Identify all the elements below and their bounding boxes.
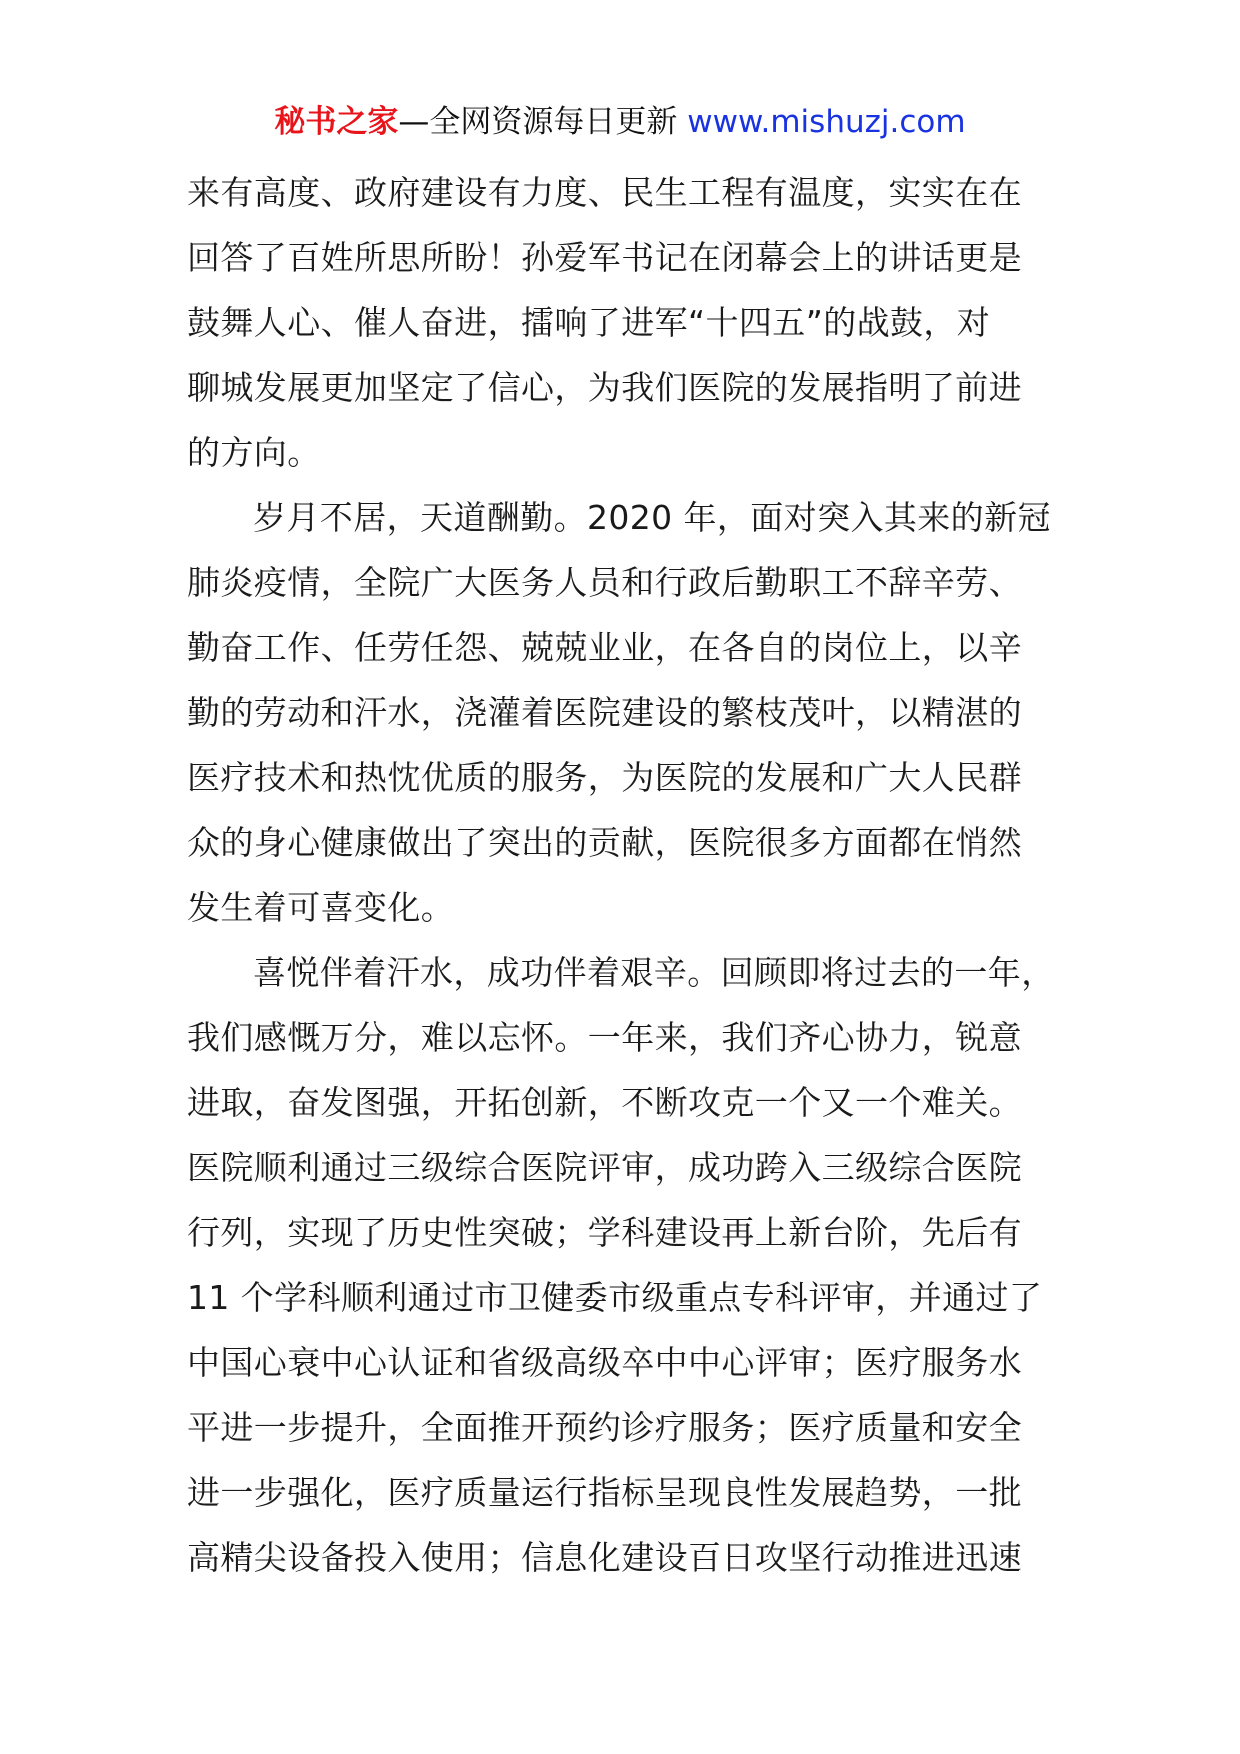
text-line: 平进一步提升，全面推开预约诊疗服务；医疗质量和安全 bbox=[187, 1408, 1022, 1447]
text-line: 医疗技术和热忱优质的服务，为医院的发展和广大人民群 bbox=[187, 758, 1022, 797]
text-line: 医院顺利通过三级综合医院评审，成功跨入三级综合医院 bbox=[187, 1148, 1022, 1187]
text-line: 肺炎疫情，全院广大医务人员和行政后勤职工不辞辛劳、 bbox=[187, 563, 1022, 602]
paragraph-start-line: 喜悦伴着汗水，成功伴着艰辛。回顾即将过去的一年， bbox=[253, 953, 1055, 992]
site-url-link[interactable]: www.mishuzj.com bbox=[687, 104, 966, 140]
text-line: 进一步强化，医疗质量运行指标呈现良性发展趋势，一批 bbox=[187, 1473, 1022, 1512]
text-line: 11 个学科顺利通过市卫健委市级重点专科评审，并通过了 bbox=[187, 1278, 1043, 1317]
text-line: 回答了百姓所思所盼！孙爱军书记在闭幕会上的讲话更是 bbox=[187, 238, 1022, 277]
text-line: 中国心衰中心认证和省级高级卒中中心评审；医疗服务水 bbox=[187, 1343, 1022, 1382]
text-line: 行列，实现了历史性突破；学科建设再上新台阶，先后有 bbox=[187, 1213, 1022, 1252]
text-line: 进取，奋发图强，开拓创新，不断攻克一个又一个难关。 bbox=[187, 1083, 1022, 1122]
paragraph-start-line: 岁月不居，天道酬勤。2020 年，面对突入其来的新冠 bbox=[253, 498, 1051, 537]
site-brand: 秘书之家 bbox=[274, 104, 399, 140]
text-line: 来有高度、政府建设有力度、民生工程有温度，实实在在 bbox=[187, 173, 1022, 212]
text-line: 鼓舞人心、催人奋进，擂响了进军“十四五”的战鼓，对 bbox=[187, 303, 991, 342]
text-line: 众的身心健康做出了突出的贡献，医院很多方面都在悄然 bbox=[187, 823, 1022, 862]
text-line: 勤的劳动和汗水，浇灌着医院建设的繁枝茂叶，以精湛的 bbox=[187, 693, 1022, 732]
document-body bbox=[187, 160, 1087, 1590]
text-line: 发生着可喜变化。 bbox=[187, 888, 455, 927]
text-line: 勤奋工作、任劳任怨、兢兢业业，在各自的岗位上，以辛 bbox=[187, 628, 1022, 667]
text-line: 我们感慨万分，难以忘怀。一年来，我们齐心协力，锐意 bbox=[187, 1018, 1022, 1057]
site-tagline: —全网资源每日更新 bbox=[398, 104, 678, 140]
site-header bbox=[0, 100, 1240, 144]
text-line: 的方向。 bbox=[187, 433, 321, 472]
text-line: 高精尖设备投入使用；信息化建设百日攻坚行动推进迅速 bbox=[187, 1538, 1022, 1577]
text-line: 聊城发展更加坚定了信心，为我们医院的发展指明了前进 bbox=[187, 368, 1022, 407]
